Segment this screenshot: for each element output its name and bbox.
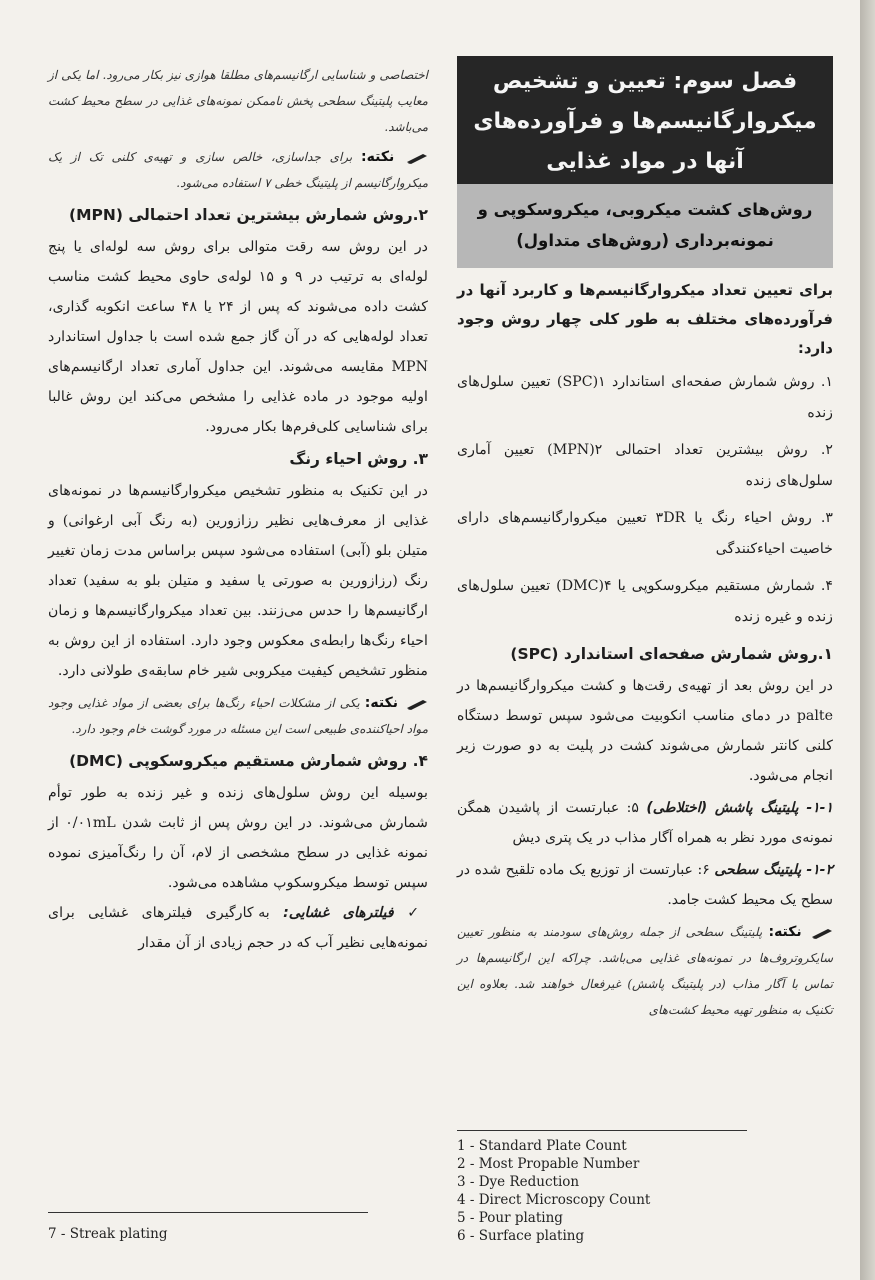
spc-body: در این روش بعد از تهیه‌ی رقت‌ها و کشت میکروارگانیسم‌ها در palte در دمای مناسب انکوبیت می‌شود سپس توسط دستگاه کلنی کانتر شمارش می‌شوند کشت در پلیت به دو صورت زیر انجام می‌شود. bbox=[457, 678, 833, 784]
chapter-title-line-1: فصل سوم: تعیین و تشخیص bbox=[492, 69, 798, 94]
method-item-4: ۴. شمارش مستقیم میکروسکوپی یا ۴(DMC) تعیین سلول‌های زنده و غیره زنده bbox=[457, 578, 833, 625]
pencil-icon bbox=[406, 698, 428, 710]
mpn-body: در این روش سه رقت متوالی برای روش سه لوله‌ای یا پنج لوله‌ای به ترتیب در ۹ و ۱۵ لوله‌ی حاوی محیط کشت مناسب کشت داده می‌شوند که پس از ۲۴ یا ۴۸ ساعت انکوبه گذاری، تعداد لوله‌هایی که در آن گاز جمع شده است با جداول استاندارد MPN مقایسه می‌شوند. این جداول آماری تعداد ارگانیسم‌های اولیه موجود در ماده غذایی را مشخص می‌کند این روش غالبا برای شناسایی کلی‌فرم‌ها بکار می‌رود. bbox=[48, 239, 428, 435]
pour-plating-text: ۵: عبارتست از پاشیدن همگن نمونه‌ی مورد نظر به همراه آگار مذاب در یک پتری دیش bbox=[457, 800, 833, 846]
footnotes-right bbox=[457, 1130, 747, 1245]
note-label: نکته: bbox=[361, 149, 395, 165]
footnote-4: 4 - Direct Microscopy Count bbox=[457, 1192, 651, 1208]
dmc-section-title: ۴. روش شمارش مستقیم میکروسکوپی (DMC) bbox=[69, 752, 428, 770]
note-surface-plating bbox=[457, 919, 833, 1023]
footnote-5: 5 - Pour plating bbox=[457, 1210, 563, 1226]
footnote-2: 2 - Most Propable Number bbox=[457, 1156, 640, 1172]
subheading-line-1: روش‌های کشت میکروبی، میکروسکوپی و bbox=[477, 200, 813, 219]
footnote-1: 1 - Standard Plate Count bbox=[457, 1138, 627, 1154]
pour-plating-lead: ۱-۱- پلیتینگ پاشش (اختلاطی) bbox=[646, 800, 833, 816]
dmc-body: بوسیله این روش سلول‌های زنده و غیر زنده به طور توأم شمارش می‌شوند. در این روش پس از ثابت شدن ۰/۰۱mL از نمونه غذایی در سطح مشخصی از لام، آن را رنگ‌آمیزی نموده سپس توسط میکروسکوپ مشاهده می‌شود. bbox=[48, 785, 428, 891]
footnote-3: 3 - Dye Reduction bbox=[457, 1174, 580, 1190]
note-streak-plating bbox=[48, 144, 428, 196]
right-column bbox=[457, 56, 833, 1027]
note-text: برای جداسازی، خالص سازی و تهیه‌ی کلنی تک از یک میکروارگانیسم از پلیتینگ خطی ۷ استفاده می‌شود. bbox=[48, 150, 428, 190]
footnote-7: 7 - Streak plating bbox=[48, 1212, 368, 1243]
continued-text: اختصاصی و شناسایی ارگانیسم‌های مطلقا هوازی نیز بکار می‌رود. اما یکی از معایب پلیتینگ سطحی پخش ناممکن نمونه‌های غذایی در سطح محیط کشت می‌باشد. bbox=[48, 68, 428, 134]
subheading-box bbox=[457, 184, 833, 268]
pencil-icon bbox=[406, 152, 428, 164]
method-item-3: ۳. روش احیاء رنگ یا ۳DR تعیین میکروارگانیسم‌های دارای خاصیت احیاءکنندگی bbox=[457, 510, 833, 557]
subheading-line-2: نمونه‌برداری (روش‌های متداول) bbox=[516, 231, 774, 250]
dr-body: در این تکنیک به منظور تشخیص میکروارگانیسم‌ها در نمونه‌های غذایی از معرف‌هایی نظیر رزازورین (به رنگ آبی ارغوانی) و متیلن بلو (آبی) استفاده می‌شود سپس براساس مدت زمان تغییر رنگ (رزازورین به صورتی یا سفید و متیلن بلو به سفید) تعداد ارگانیسم‌ها را حدس می‌زنند. بین تعداد میکروارگانیسم‌ها و زمان احیاء رنگ‌ها رابطه‌ی معکوس وجود دارد. استفاده از این روش به منظور تشخیص کیفیت میکروبی شیر خام سابقه‌ی طولانی دارد. bbox=[48, 483, 428, 679]
membrane-filter-paragraph bbox=[48, 898, 428, 958]
chapter-title-line-3: آنها در مواد غذایی bbox=[546, 149, 744, 174]
membrane-filter-text: به کارگیری فیلترهای غشایی برای نمونه‌هایی نظیر آب که در حجم زیادی از آن مقدار bbox=[48, 905, 428, 951]
chapter-title-box bbox=[457, 56, 833, 184]
surface-plating-lead: ۱-۲- پلیتینگ سطحی bbox=[714, 862, 833, 878]
note-label: نکته: bbox=[364, 695, 398, 711]
intro-paragraph: برای تعیین تعداد میکروارگانیسم‌ها و کاربرد آنها در فرآورده‌های مختلف به طور کلی چهار روش وجود دارد: bbox=[457, 281, 833, 357]
note-text: پلیتینگ سطحی از جمله روش‌های سودمند به منظور تعیین سایکروتروف‌ها در نمونه‌های غذایی می‌باشد. چراکه این ارگانیسم‌ها در تماس با آگار مذاب (در پلیتینگ پاشش) غیرفعال خواهند شد. بعلاوه این تکنیک به منظور تهیه محیط کشت‌های bbox=[457, 925, 833, 1017]
surface-plating-item bbox=[457, 855, 833, 915]
surface-plating-text: ۶: عبارتست از توزیع یک ماده تلقیح شده در سطح یک محیط کشت جامد. bbox=[457, 862, 833, 908]
method-item-1: ۱. روش شمارش صفحه‌ای استاندارد ۱(SPC) تعیین سلول‌های زنده bbox=[457, 374, 834, 421]
note-dye-reduction bbox=[48, 690, 428, 742]
spc-section-title: ۱.روش شمارش صفحه‌ای استاندارد (SPC) bbox=[510, 645, 833, 663]
mpn-section-title: ۲.روش شمارش بیشترین تعداد احتمالی (MPN) bbox=[69, 206, 428, 224]
method-item-2: ۲. روش بیشترین تعداد احتمالی ۲(MPN) تعیین آماری سلول‌های زنده bbox=[457, 442, 834, 489]
left-column bbox=[48, 56, 428, 958]
dr-section-title: ۳. روش احیاء رنگ bbox=[289, 450, 428, 468]
note-label: نکته: bbox=[768, 924, 802, 940]
note-text: یکی از مشکلات احیاء رنگ‌ها برای بعضی از مواد غذایی وجود مواد احیاکننده‌ی طبیعی است این مسئله در مورد گوشت خام وجود دارد. bbox=[48, 696, 428, 736]
pour-plating-item bbox=[457, 793, 833, 853]
footnote-6: 6 - Surface plating bbox=[457, 1228, 585, 1244]
chapter-title-line-2: میکروارگانیسم‌ها و فرآورده‌های bbox=[473, 109, 817, 134]
membrane-filter-lead: ✓ فیلترهای غشایی: bbox=[283, 905, 428, 921]
page-edge bbox=[860, 0, 875, 1280]
pencil-icon bbox=[811, 927, 833, 939]
